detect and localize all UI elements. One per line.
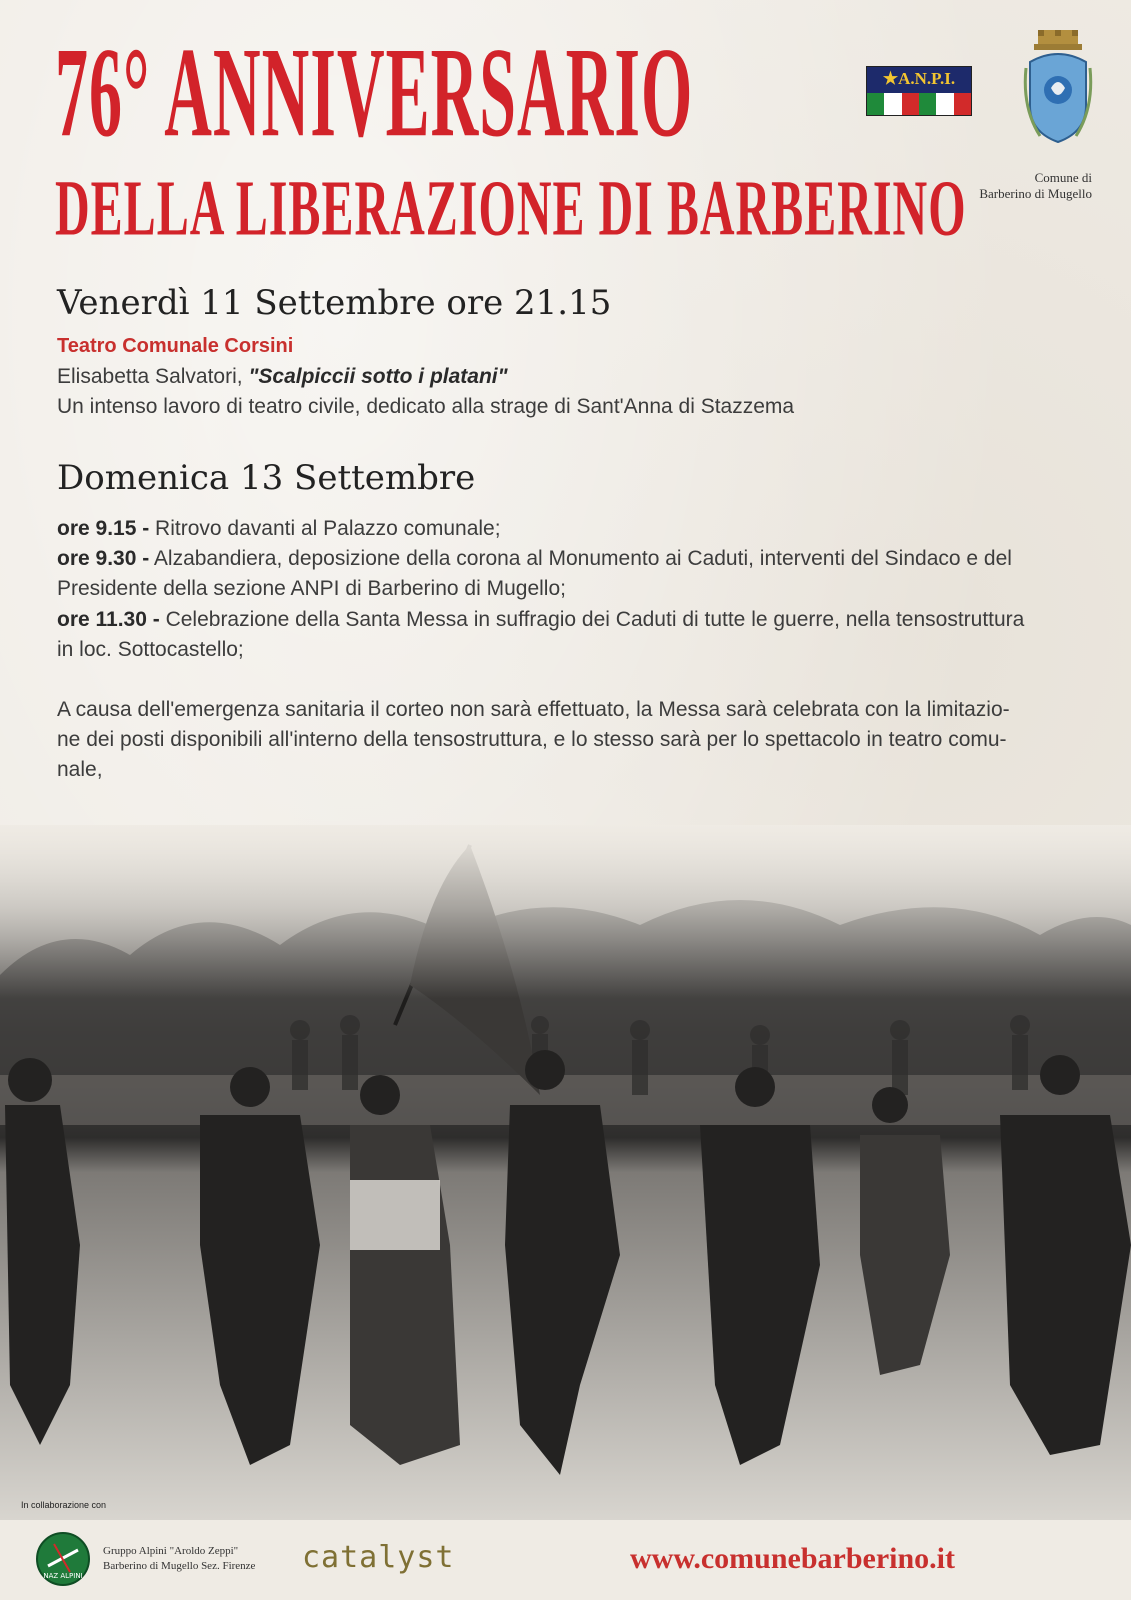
friday-heading: Venerdì 11 Settembre ore 21.15: [57, 283, 612, 323]
friday-description: Un intenso lavoro di teatro civile, dedicato alla strage di Sant'Anna di Stazzema: [57, 395, 795, 418]
schedule-item-continuation: in loc. Sottocastello;: [57, 638, 244, 661]
italian-flag-stripes: [867, 93, 971, 115]
schedule-item: [57, 514, 501, 544]
friday-show-title: "Scalpiccii sotto i platani": [248, 365, 508, 388]
alpini-group-name: Gruppo Alpini "Aroldo Zeppi": [103, 1545, 239, 1557]
alpini-logo: [36, 1532, 90, 1586]
alpini-group-section: Barberino di Mugello Sez. Firenze: [103, 1560, 256, 1572]
schedule-text: Celebrazione della Santa Messa in suffragio dei Caduti di tutte le guerre, nella tensostruttura: [159, 608, 1025, 631]
alpini-group-label: [103, 1544, 255, 1574]
historic-liberation-photo: [0, 825, 1131, 1520]
schedule-time: ore 11.30 -: [57, 608, 160, 631]
poster-title-line2: DELLA LIBERAZIONE DI BARBERINO: [55, 165, 967, 253]
notice-line: ne dei posti disponibili all'interno della tensostruttura, e lo stesso sarà per lo spettacolo in teatro comu-: [57, 728, 1007, 751]
notice-line: nale,: [57, 758, 103, 781]
catalyst-logo: catalyst: [302, 1540, 455, 1575]
schedule-time: ore 9.15 -: [57, 517, 150, 540]
friday-venue: Teatro Comunale Corsini: [57, 335, 294, 357]
comune-label: [940, 170, 1092, 202]
comune-label-line2: Barberino di Mugello: [979, 186, 1092, 201]
notice-line: A causa dell'emergenza sanitaria il corteo non sarà effettuato, la Messa sarà celebrata con la limitazio-: [57, 698, 1010, 721]
sunday-heading: Domenica 13 Settembre: [57, 458, 476, 498]
anpi-logo-text: A.N.P.I.: [898, 69, 956, 88]
schedule-item: [57, 544, 1012, 574]
schedule-item-continuation: Presidente della sezione ANPI di Barberino di Mugello;: [57, 577, 566, 600]
poster-title-line1: 76° ANNIVERSARIO: [55, 22, 694, 165]
coat-of-arms-icon: [1020, 28, 1096, 152]
friday-performer-line: [57, 362, 508, 392]
schedule-item: [57, 605, 1024, 635]
anpi-logo: [866, 66, 972, 116]
friday-performer: Elisabetta Salvatori,: [57, 365, 249, 388]
schedule-time: ore 9.30 -: [57, 547, 150, 570]
website-url: www.comunebarberino.it: [630, 1542, 955, 1575]
schedule-text: Ritrovo davanti al Palazzo comunale;: [149, 517, 501, 540]
schedule-text: Alzabandiera, deposizione della corona al Monumento ai Caduti, interventi del Sindaco e del: [149, 547, 1012, 570]
alpini-logo-text: NAZ ALPINI: [43, 1572, 83, 1580]
comune-label-line1: Comune di: [1034, 170, 1092, 185]
collaboration-label: In collaborazione con: [21, 1500, 107, 1510]
star-icon: ★: [882, 69, 899, 88]
